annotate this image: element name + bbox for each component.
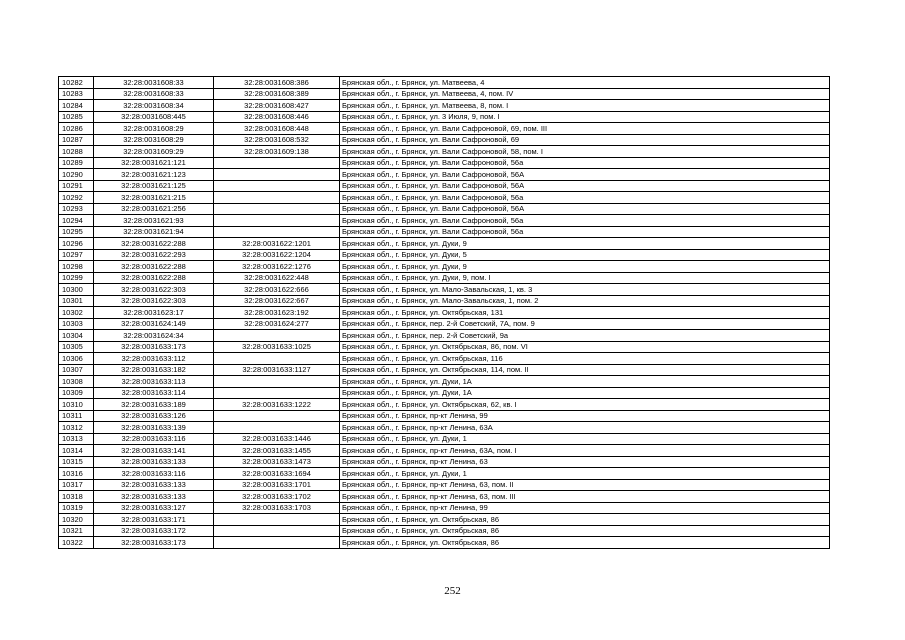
address-cell: Брянская обл., г. Брянск, ул. Дуки, 1 — [340, 433, 830, 445]
object-cadastral-number-cell: 32:28:0031633:1222 — [214, 399, 340, 411]
row-number-cell: 10297 — [59, 249, 94, 261]
table-row — [59, 134, 830, 146]
row-number-cell: 10305 — [59, 341, 94, 353]
parcel-cadastral-number-cell: 32:28:0031608:29 — [94, 123, 214, 135]
parcel-cadastral-number-cell: 32:28:0031608:33 — [94, 77, 214, 89]
row-number-cell: 10301 — [59, 295, 94, 307]
row-number-cell: 10322 — [59, 537, 94, 549]
table-row — [59, 376, 830, 388]
row-number-cell: 10298 — [59, 261, 94, 273]
address-cell: Брянская обл., г. Брянск, пер. 2-й Советский, 9а — [340, 330, 830, 342]
parcel-cadastral-number-cell: 32:28:0031621:123 — [94, 169, 214, 181]
object-cadastral-number-cell: 32:28:0031622:1201 — [214, 238, 340, 250]
address-cell: Брянская обл., г. Брянск, ул. Вали Сафроновой, 56А — [340, 180, 830, 192]
row-number-cell: 10309 — [59, 387, 94, 399]
parcel-cadastral-number-cell: 32:28:0031608:445 — [94, 111, 214, 123]
address-cell: Брянская обл., г. Брянск, ул. Вали Сафроновой, 69 — [340, 134, 830, 146]
parcel-cadastral-number-cell: 32:28:0031622:288 — [94, 261, 214, 273]
object-cadastral-number-cell — [214, 422, 340, 434]
table-row — [59, 318, 830, 330]
address-cell: Брянская обл., г. Брянск, пр-кт Ленина, 63 — [340, 456, 830, 468]
address-cell: Брянская обл., г. Брянск, пр-кт Ленина, 63, пом. III — [340, 491, 830, 503]
row-number-cell: 10295 — [59, 226, 94, 238]
row-number-cell: 10282 — [59, 77, 94, 89]
object-cadastral-number-cell: 32:28:0031622:448 — [214, 272, 340, 284]
table-row — [59, 111, 830, 123]
parcel-cadastral-number-cell: 32:28:0031633:141 — [94, 445, 214, 457]
row-number-cell: 10286 — [59, 123, 94, 135]
row-number-cell: 10308 — [59, 376, 94, 388]
object-cadastral-number-cell: 32:28:0031608:446 — [214, 111, 340, 123]
address-cell: Брянская обл., г. Брянск, ул. Октябрьская, 131 — [340, 307, 830, 319]
address-cell: Брянская обл., г. Брянск, ул. Октябрьская, 116 — [340, 353, 830, 365]
address-cell: Брянская обл., г. Брянск, ул. Мало-Завальская, 1, пом. 2 — [340, 295, 830, 307]
row-number-cell: 10296 — [59, 238, 94, 250]
parcel-cadastral-number-cell: 32:28:0031621:215 — [94, 192, 214, 204]
table-row — [59, 215, 830, 227]
address-cell: Брянская обл., г. Брянск, ул. Дуки, 9, пом. I — [340, 272, 830, 284]
object-cadastral-number-cell: 32:28:0031608:532 — [214, 134, 340, 146]
parcel-cadastral-number-cell: 32:28:0031633:133 — [94, 479, 214, 491]
address-cell: Брянская обл., г. Брянск, ул. Матвеева, 4, пом. IV — [340, 88, 830, 100]
object-cadastral-number-cell — [214, 157, 340, 169]
address-cell: Брянская обл., г. Брянск, ул. 3 Июля, 9, пом. I — [340, 111, 830, 123]
table-row — [59, 146, 830, 158]
object-cadastral-number-cell: 32:28:0031633:1694 — [214, 468, 340, 480]
object-cadastral-number-cell — [214, 192, 340, 204]
table-row — [59, 100, 830, 112]
parcel-cadastral-number-cell: 32:28:0031621:93 — [94, 215, 214, 227]
parcel-cadastral-number-cell: 32:28:0031621:121 — [94, 157, 214, 169]
table-row — [59, 88, 830, 100]
table-row — [59, 491, 830, 503]
row-number-cell: 10318 — [59, 491, 94, 503]
address-cell: Брянская обл., г. Брянск, пер. 2-й Советский, 7А, пом. 9 — [340, 318, 830, 330]
address-cell: Брянская обл., г. Брянск, ул. Октябрьская, 62, кв. I — [340, 399, 830, 411]
object-cadastral-number-cell: 32:28:0031633:1446 — [214, 433, 340, 445]
row-number-cell: 10299 — [59, 272, 94, 284]
parcel-cadastral-number-cell: 32:28:0031609:29 — [94, 146, 214, 158]
parcel-cadastral-number-cell: 32:28:0031608:34 — [94, 100, 214, 112]
parcel-cadastral-number-cell: 32:28:0031633:113 — [94, 376, 214, 388]
row-number-cell: 10285 — [59, 111, 94, 123]
object-cadastral-number-cell: 32:28:0031622:1276 — [214, 261, 340, 273]
table-row — [59, 295, 830, 307]
address-cell: Брянская обл., г. Брянск, ул. Дуки, 1А — [340, 376, 830, 388]
table-row — [59, 284, 830, 296]
parcel-cadastral-number-cell: 32:28:0031633:172 — [94, 525, 214, 537]
row-number-cell: 10317 — [59, 479, 94, 491]
table-row — [59, 249, 830, 261]
address-cell: Брянская обл., г. Брянск, ул. Октябрьская, 86 — [340, 525, 830, 537]
parcel-cadastral-number-cell: 32:28:0031633:139 — [94, 422, 214, 434]
address-cell: Брянская обл., г. Брянск, ул. Октябрьская, 86 — [340, 537, 830, 549]
object-cadastral-number-cell: 32:28:0031633:1025 — [214, 341, 340, 353]
table-row — [59, 226, 830, 238]
object-cadastral-number-cell — [214, 376, 340, 388]
row-number-cell: 10289 — [59, 157, 94, 169]
parcel-cadastral-number-cell: 32:28:0031633:133 — [94, 491, 214, 503]
parcel-cadastral-number-cell: 32:28:0031633:112 — [94, 353, 214, 365]
address-cell: Брянская обл., г. Брянск, пр-кт Ленина, 99 — [340, 502, 830, 514]
parcel-cadastral-number-cell: 32:28:0031621:256 — [94, 203, 214, 215]
row-number-cell: 10300 — [59, 284, 94, 296]
row-number-cell: 10312 — [59, 422, 94, 434]
address-cell: Брянская обл., г. Брянск, ул. Вали Сафроновой, 56а — [340, 192, 830, 204]
table-row — [59, 525, 830, 537]
table-row — [59, 169, 830, 181]
object-cadastral-number-cell: 32:28:0031633:1473 — [214, 456, 340, 468]
object-cadastral-number-cell — [214, 203, 340, 215]
address-cell: Брянская обл., г. Брянск, пр-кт Ленина, 63, пом. II — [340, 479, 830, 491]
parcel-cadastral-number-cell: 32:28:0031633:127 — [94, 502, 214, 514]
table-row — [59, 479, 830, 491]
address-cell: Брянская обл., г. Брянск, ул. Дуки, 1 — [340, 468, 830, 480]
object-cadastral-number-cell: 32:28:0031622:666 — [214, 284, 340, 296]
parcel-cadastral-number-cell: 32:28:0031624:149 — [94, 318, 214, 330]
table-row — [59, 238, 830, 250]
row-number-cell: 10311 — [59, 410, 94, 422]
table-row — [59, 180, 830, 192]
address-cell: Брянская обл., г. Брянск, ул. Вали Сафроновой, 69, пом. III — [340, 123, 830, 135]
parcel-cadastral-number-cell: 32:28:0031633:116 — [94, 468, 214, 480]
object-cadastral-number-cell: 32:28:0031633:1702 — [214, 491, 340, 503]
row-number-cell: 10292 — [59, 192, 94, 204]
object-cadastral-number-cell — [214, 226, 340, 238]
object-cadastral-number-cell — [214, 410, 340, 422]
row-number-cell: 10310 — [59, 399, 94, 411]
parcel-cadastral-number-cell: 32:28:0031608:29 — [94, 134, 214, 146]
object-cadastral-number-cell: 32:28:0031608:389 — [214, 88, 340, 100]
row-number-cell: 10320 — [59, 514, 94, 526]
table-row — [59, 502, 830, 514]
table-row — [59, 77, 830, 89]
table-row — [59, 422, 830, 434]
address-cell: Брянская обл., г. Брянск, ул. Вали Сафроновой, 56а — [340, 215, 830, 227]
row-number-cell: 10321 — [59, 525, 94, 537]
table-row — [59, 192, 830, 204]
parcel-cadastral-number-cell: 32:28:0031633:126 — [94, 410, 214, 422]
parcel-cadastral-number-cell: 32:28:0031633:133 — [94, 456, 214, 468]
parcel-cadastral-number-cell: 32:28:0031621:125 — [94, 180, 214, 192]
object-cadastral-number-cell: 32:28:0031624:277 — [214, 318, 340, 330]
parcel-cadastral-number-cell: 32:28:0031633:173 — [94, 537, 214, 549]
address-cell: Брянская обл., г. Брянск, ул. Матвеева, 4 — [340, 77, 830, 89]
table-row — [59, 123, 830, 135]
table-row — [59, 341, 830, 353]
row-number-cell: 10293 — [59, 203, 94, 215]
row-number-cell: 10290 — [59, 169, 94, 181]
address-cell: Брянская обл., г. Брянск, ул. Дуки, 5 — [340, 249, 830, 261]
object-cadastral-number-cell — [214, 180, 340, 192]
object-cadastral-number-cell — [214, 525, 340, 537]
parcel-cadastral-number-cell: 32:28:0031633:173 — [94, 341, 214, 353]
table-row — [59, 203, 830, 215]
object-cadastral-number-cell — [214, 215, 340, 227]
address-cell: Брянская обл., г. Брянск, ул. Октябрьская, 114, пом. II — [340, 364, 830, 376]
row-number-cell: 10284 — [59, 100, 94, 112]
object-cadastral-number-cell: 32:28:0031608:448 — [214, 123, 340, 135]
parcel-cadastral-number-cell: 32:28:0031621:94 — [94, 226, 214, 238]
object-cadastral-number-cell: 32:28:0031608:386 — [214, 77, 340, 89]
address-cell: Брянская обл., г. Брянск, ул. Вали Сафроновой, 56а — [340, 157, 830, 169]
row-number-cell: 10319 — [59, 502, 94, 514]
object-cadastral-number-cell — [214, 537, 340, 549]
address-cell: Брянская обл., г. Брянск, ул. Вали Сафроновой, 58, пом. I — [340, 146, 830, 158]
cadastral-table — [58, 76, 830, 549]
address-cell: Брянская обл., г. Брянск, ул. Вали Сафроновой, 56А — [340, 169, 830, 181]
row-number-cell: 10291 — [59, 180, 94, 192]
table-row — [59, 468, 830, 480]
parcel-cadastral-number-cell: 32:28:0031633:171 — [94, 514, 214, 526]
table-row — [59, 261, 830, 273]
row-number-cell: 10302 — [59, 307, 94, 319]
table-row — [59, 399, 830, 411]
object-cadastral-number-cell: 32:28:0031633:1701 — [214, 479, 340, 491]
object-cadastral-number-cell: 32:28:0031622:1204 — [214, 249, 340, 261]
object-cadastral-number-cell — [214, 330, 340, 342]
address-cell: Брянская обл., г. Брянск, ул. Дуки, 1А — [340, 387, 830, 399]
parcel-cadastral-number-cell: 32:28:0031633:189 — [94, 399, 214, 411]
object-cadastral-number-cell: 32:28:0031633:1127 — [214, 364, 340, 376]
parcel-cadastral-number-cell: 32:28:0031633:114 — [94, 387, 214, 399]
parcel-cadastral-number-cell: 32:28:0031622:288 — [94, 238, 214, 250]
row-number-cell: 10303 — [59, 318, 94, 330]
address-cell: Брянская обл., г. Брянск, пр-кт Ленина, 63А, пом. I — [340, 445, 830, 457]
table-row — [59, 410, 830, 422]
object-cadastral-number-cell: 32:28:0031623:192 — [214, 307, 340, 319]
row-number-cell: 10315 — [59, 456, 94, 468]
row-number-cell: 10316 — [59, 468, 94, 480]
row-number-cell: 10313 — [59, 433, 94, 445]
table-row — [59, 537, 830, 549]
address-cell: Брянская обл., г. Брянск, ул. Дуки, 9 — [340, 238, 830, 250]
address-cell: Брянская обл., г. Брянск, ул. Мало-Завальская, 1, кв. 3 — [340, 284, 830, 296]
parcel-cadastral-number-cell: 32:28:0031633:182 — [94, 364, 214, 376]
object-cadastral-number-cell: 32:28:0031622:667 — [214, 295, 340, 307]
row-number-cell: 10304 — [59, 330, 94, 342]
row-number-cell: 10287 — [59, 134, 94, 146]
object-cadastral-number-cell — [214, 387, 340, 399]
parcel-cadastral-number-cell: 32:28:0031608:33 — [94, 88, 214, 100]
page-number: 252 — [444, 585, 461, 597]
parcel-cadastral-number-cell: 32:28:0031622:303 — [94, 295, 214, 307]
table-row — [59, 514, 830, 526]
address-cell: Брянская обл., г. Брянск, ул. Октябрьская, 86, пом. VI — [340, 341, 830, 353]
address-cell: Брянская обл., г. Брянск, ул. Вали Сафроновой, 56А — [340, 203, 830, 215]
table-row — [59, 330, 830, 342]
object-cadastral-number-cell — [214, 514, 340, 526]
parcel-cadastral-number-cell: 32:28:0031623:17 — [94, 307, 214, 319]
row-number-cell: 10314 — [59, 445, 94, 457]
address-cell: Брянская обл., г. Брянск, ул. Дуки, 9 — [340, 261, 830, 273]
table-row — [59, 364, 830, 376]
address-cell: Брянская обл., г. Брянск, ул. Октябрьская, 86 — [340, 514, 830, 526]
table-row — [59, 456, 830, 468]
parcel-cadastral-number-cell: 32:28:0031633:116 — [94, 433, 214, 445]
object-cadastral-number-cell — [214, 169, 340, 181]
parcel-cadastral-number-cell: 32:28:0031622:288 — [94, 272, 214, 284]
address-cell: Брянская обл., г. Брянск, пр-кт Ленина, 63А — [340, 422, 830, 434]
parcel-cadastral-number-cell: 32:28:0031624:34 — [94, 330, 214, 342]
table-row — [59, 353, 830, 365]
row-number-cell: 10283 — [59, 88, 94, 100]
object-cadastral-number-cell: 32:28:0031608:427 — [214, 100, 340, 112]
row-number-cell: 10294 — [59, 215, 94, 227]
table-row — [59, 307, 830, 319]
parcel-cadastral-number-cell: 32:28:0031622:303 — [94, 284, 214, 296]
address-cell: Брянская обл., г. Брянск, ул. Матвеева, 8, пом. I — [340, 100, 830, 112]
table-row — [59, 387, 830, 399]
table-row — [59, 157, 830, 169]
row-number-cell: 10288 — [59, 146, 94, 158]
row-number-cell: 10307 — [59, 364, 94, 376]
object-cadastral-number-cell: 32:28:0031609:138 — [214, 146, 340, 158]
table-row — [59, 445, 830, 457]
object-cadastral-number-cell — [214, 353, 340, 365]
object-cadastral-number-cell: 32:28:0031633:1455 — [214, 445, 340, 457]
object-cadastral-number-cell: 32:28:0031633:1703 — [214, 502, 340, 514]
row-number-cell: 10306 — [59, 353, 94, 365]
parcel-cadastral-number-cell: 32:28:0031622:293 — [94, 249, 214, 261]
table-row — [59, 433, 830, 445]
table-row — [59, 272, 830, 284]
address-cell: Брянская обл., г. Брянск, ул. Вали Сафроновой, 56а — [340, 226, 830, 238]
address-cell: Брянская обл., г. Брянск, пр-кт Ленина, 99 — [340, 410, 830, 422]
table-body — [59, 77, 830, 549]
